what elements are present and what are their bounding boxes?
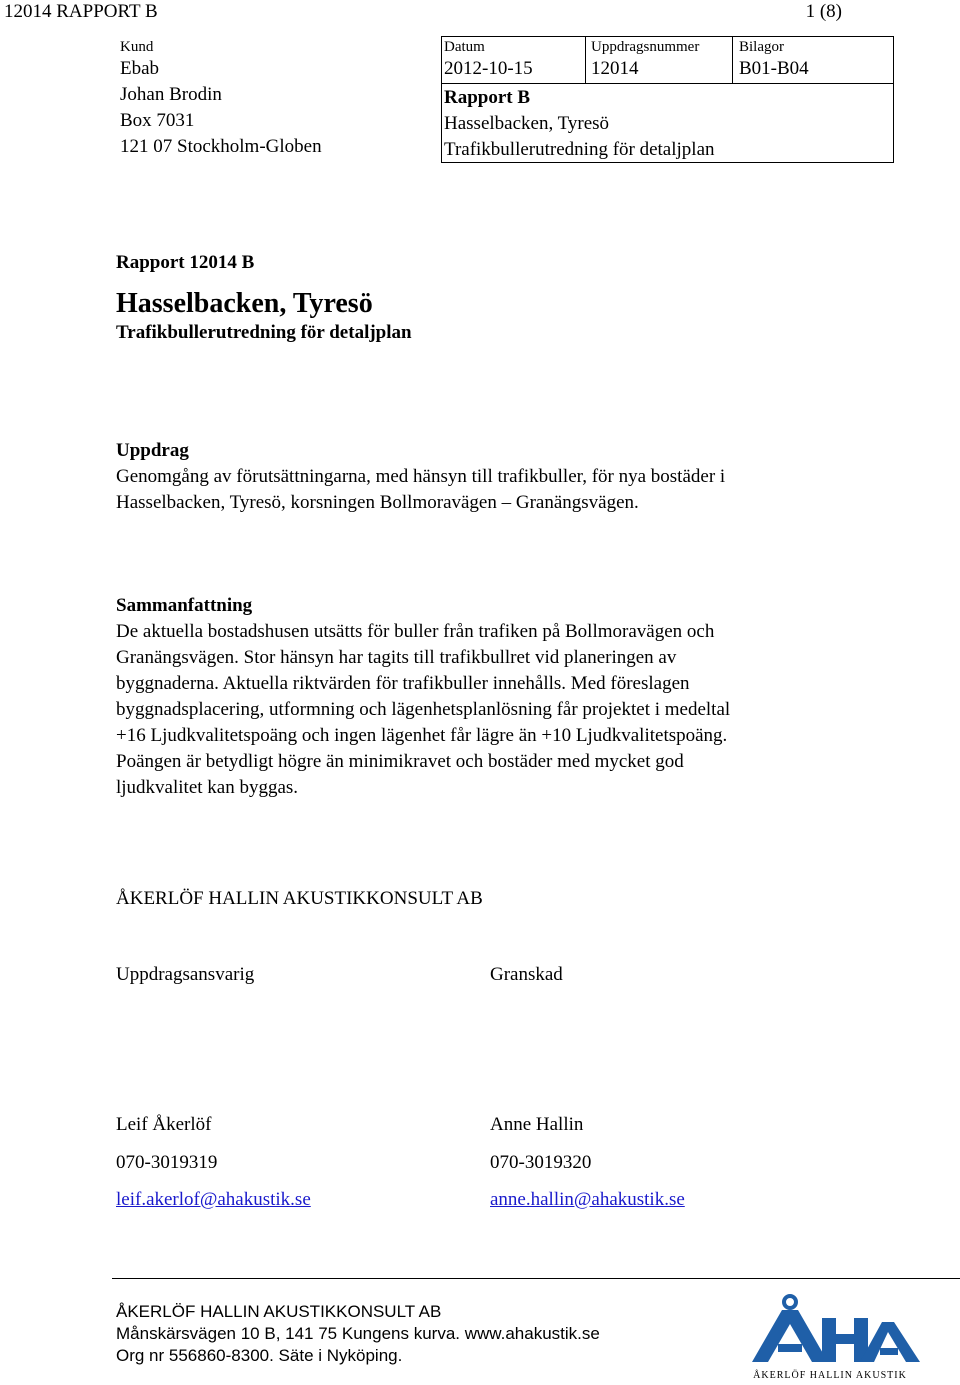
sammanfattning-heading: Sammanfattning xyxy=(116,595,253,616)
bilagor-cell xyxy=(739,38,809,82)
uppdrag-heading: Uppdrag xyxy=(116,440,189,461)
kund-line: Box 7031 xyxy=(120,110,195,131)
aha-logo-icon xyxy=(730,1292,930,1380)
sammanfattning-line: byggnaderna. Aktuella riktvärden för trafikbuller innehålls. Med föreslagen xyxy=(116,673,690,694)
uppdragsnummer-cell xyxy=(591,38,699,82)
left-phone: 070-3019319 xyxy=(116,1152,218,1173)
title-block xyxy=(116,250,412,346)
report-title: Rapport B xyxy=(444,87,531,108)
datum-label: Datum xyxy=(444,39,485,55)
page-number: 1 (8) xyxy=(805,1,842,22)
right-name: Anne Hallin xyxy=(490,1114,584,1135)
uppdrag-line: Genomgång av förutsättningarna, med hänsyn till trafikbuller, för nya bostäder i xyxy=(116,466,726,487)
kund-line: 121 07 Stockholm-Globen xyxy=(120,136,322,157)
sammanfattning-line: ljudkvalitet kan byggas. xyxy=(116,777,299,798)
right-email-link[interactable]: anne.hallin@ahakustik.se xyxy=(490,1189,685,1210)
uppdragsnummer-label: Uppdragsnummer xyxy=(591,39,700,55)
footer-address xyxy=(116,1301,600,1367)
top-bar xyxy=(0,0,960,24)
datum-cell xyxy=(444,38,533,82)
header-table xyxy=(112,36,894,163)
kund-block xyxy=(120,38,322,160)
bilagor-value: B01-B04 xyxy=(739,58,809,79)
sammanfattning-line: +16 Ljudkvalitetspoäng och ingen lägenhet får lägre än +10 Ljudkvalitetspoäng. xyxy=(116,725,728,746)
report-line: Hasselbacken, Tyresö xyxy=(444,113,610,134)
left-role: Uppdragsansvarig xyxy=(116,964,255,985)
sammanfattning-line: Granängsvägen. Stor hänsyn har tagits till trafikbullret vid planeringen av xyxy=(116,647,677,668)
sub-heading: Trafikbullerutredning för detaljplan xyxy=(116,322,412,343)
sammanfattning-line: Poängen är betydligt högre än minimikravet och bostäder med mycket god xyxy=(116,751,684,772)
uppdrag-section xyxy=(116,438,725,516)
footer-org: Org nr 556860-8300. Säte i Nyköping. xyxy=(116,1346,403,1365)
left-name: Leif Åkerlöf xyxy=(116,1114,212,1135)
left-email-link[interactable]: leif.akerlof@ahakustik.se xyxy=(116,1189,311,1210)
sammanfattning-line: byggnadsplacering, utformning och lägenhetsplanlösning får projektet i medeltal xyxy=(116,699,731,720)
report-line: Trafikbullerutredning för detaljplan xyxy=(444,139,715,160)
uppdragsnummer-value: 12014 xyxy=(591,58,639,79)
company-logo xyxy=(730,1292,930,1380)
footer-street: Månskärsvägen 10 B, 141 75 Kungens kurva. www.ahakustik.se xyxy=(116,1324,600,1343)
right-phone: 070-3019320 xyxy=(490,1152,592,1173)
header-row-divider xyxy=(441,83,894,84)
kund-label: Kund xyxy=(120,39,154,55)
footer-divider xyxy=(112,1278,960,1279)
rapport-number: Rapport 12014 B xyxy=(116,252,255,273)
document-title: 12014 RAPPORT B xyxy=(4,1,158,22)
header-divider-2 xyxy=(732,36,733,84)
bilagor-label: Bilagor xyxy=(739,39,784,55)
report-description xyxy=(444,85,715,163)
main-heading: Hasselbacken, Tyresö xyxy=(116,288,373,319)
company-name: ÅKERLÖF HALLIN AKUSTIKKONSULT AB xyxy=(116,888,483,909)
kund-line: Johan Brodin xyxy=(120,84,222,105)
sammanfattning-section xyxy=(116,593,730,801)
sammanfattning-line: De aktuella bostadshusen utsätts för buller från trafiken på Bollmoravägen och xyxy=(116,621,715,642)
uppdrag-line: Hasselbacken, Tyresö, korsningen Bollmoravägen – Granängsvägen. xyxy=(116,492,639,513)
datum-value: 2012-10-15 xyxy=(444,58,533,79)
logo-tagline: ÅKERLÖF HALLIN AKUSTIK xyxy=(753,1370,907,1380)
footer-company: ÅKERLÖF HALLIN AKUSTIKKONSULT AB xyxy=(116,1302,442,1321)
kund-line: Ebab xyxy=(120,58,160,79)
header-divider-1 xyxy=(585,36,586,84)
right-role: Granskad xyxy=(490,964,563,985)
